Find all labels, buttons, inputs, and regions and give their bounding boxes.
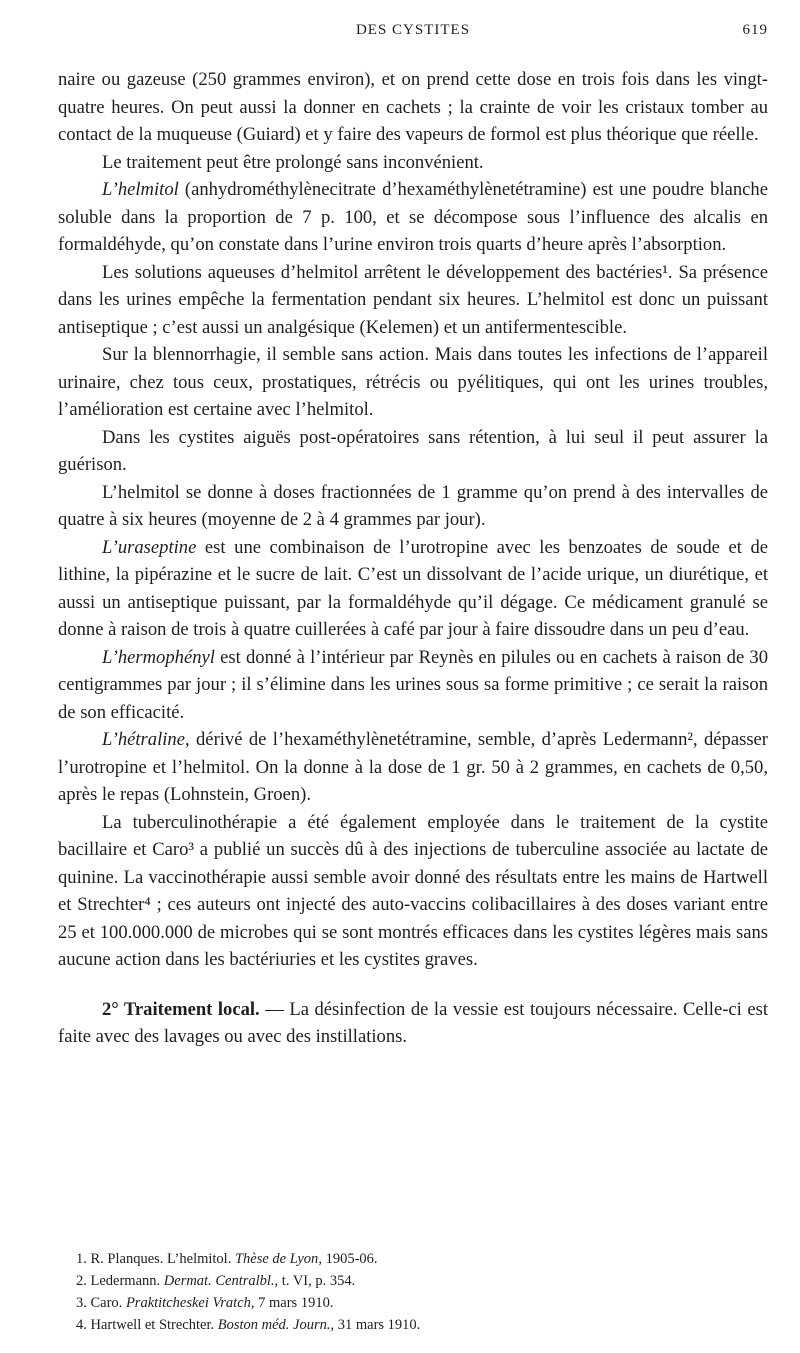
drug-name: L’hétraline — [102, 729, 185, 750]
footnotes — [58, 1248, 768, 1336]
paragraph: Le traitement peut être prolongé sans inconvénient. — [102, 151, 484, 173]
paragraph: Dans les cystites aiguës post-opératoires sans rétention, à lui seul il peut assurer la guérison. — [58, 426, 768, 475]
paragraph: L’helmitol se donne à doses fractionnées de 1 gramme qu’on prend à des intervalles de quatre à six heures (moyenne de 2 à 4 grammes par jour). — [58, 481, 768, 530]
paragraph-uraseptine: L’uraseptine est une combinaison de l’urotropine avec les benzoates de soude et de lithine, la pipérazine et le sucre de lait. C’est un dissolvant de l’acide urique, un diurétique, et aussi un antiseptique puissant, par la formaldéhyde qu’il dégage. Ce médicament granulé se donne à raison de trois à quatre cuillerées à café par jour à faire dissoudre dans un peu d’eau. — [58, 536, 768, 640]
drug-name: L’hermophényl — [102, 646, 215, 668]
footnote: 3. Caro. Praktitcheskei Vratch, 7 mars 1910. — [76, 1295, 334, 1311]
footnote: 2. Ledermann. Dermat. Centralbl., t. VI, p. 354. — [76, 1273, 356, 1289]
drug-name: L’uraseptine — [102, 536, 197, 558]
footnote: 1. R. Planques. L’helmitol. Thèse de Lyon, 1905-06. — [76, 1251, 378, 1267]
body-text — [58, 66, 768, 1051]
paragraph-hermophenyl: L’hermophényl est donné à l’intérieur par Reynès en pilules ou en cachets à raison de 30 centigrammes par jour ; il s’élimine dans les urines sous sa forme primitive ; ce serait la raison de son efficacité. — [58, 646, 768, 723]
page-number: 619 — [742, 22, 768, 38]
paragraph-helmitol: L’helmitol (anhydrométhylènecitrate d’hexaméthylènetétramine) est une poudre blanche soluble dans la proportion de 7 p. 100, et se décompose sous l’influence des alcalis en formaldéhyde, qu’on constate dans l’urine environ trois quarts d’heure après l’absorption. — [58, 179, 768, 255]
section-heading: 2° Traitement local. — [102, 998, 260, 1020]
paragraph: Les solutions aqueuses d’helmitol arrêtent le développement des bactéries¹. Sa présence dans les urines empêche la fermentation pendant six heures. L’helmitol est donc un puissant antiseptique ; c’est aussi un analgésique (Kelemen) et un antifermentescible. — [58, 261, 768, 338]
running-title: DES CYSTITES — [355, 22, 471, 38]
section-traitement-local: 2° Traitement local. — La désinfection de la vessie est toujours nécessaire. Celle-ci est faite avec des lavages ou avec des instillations. — [58, 998, 769, 1047]
paragraph-continuation: naire ou gazeuse (250 grammes environ), et on prend cette dose en trois fois dans les vingt-quatre heures. On peut aussi la donner en cachets ; la crainte de voir les cristaux tomber au contact de la muqueuse (Guiard) et y faire des vapeurs de formol est plus théorique que réelle. — [58, 69, 768, 145]
page-header — [58, 22, 768, 48]
footnote: 4. Hartwell et Strechter. Boston méd. Journ., 31 mars 1910. — [76, 1317, 421, 1333]
paragraph-hetraline: L’hétraline, dérivé de l’hexaméthylènetétramine, semble, d’après Ledermann², dépasser l’urotropine et l’helmitol. On la donne à la dose de 1 gr. 50 à 2 grammes, en cachets de 0,50, après le repas (Lohnstein, Groen). — [58, 729, 768, 805]
drug-name: L’helmitol — [102, 179, 179, 200]
paragraph: La tuberculinothérapie a été également employée dans le traitement de la cystite bacillaire et Caro³ a publié un succès dû à des injections de tuberculine associée au lactate de quinine. La vaccinothérapie aussi semble avoir donné des résultats entre les mains de Hartwell et Strechter⁴ ; ces auteurs ont injecté des auto-vaccins colibacillaires à des doses variant entre 25 et 100.000.000 de microbes qui se sont montrés efficaces dans les cystites légères mais sans aucune action dans les bactériuries et les cystites graves. — [58, 811, 768, 970]
paragraph: Sur la blennorrhagie, il semble sans action. Mais dans toutes les infections de l’appareil urinaire, chez tous ceux, prostatiques, rétrécis ou pyélitiques, qui ont les urines troubles, l’amélioration est certaine avec l’helmitol. — [58, 344, 768, 420]
